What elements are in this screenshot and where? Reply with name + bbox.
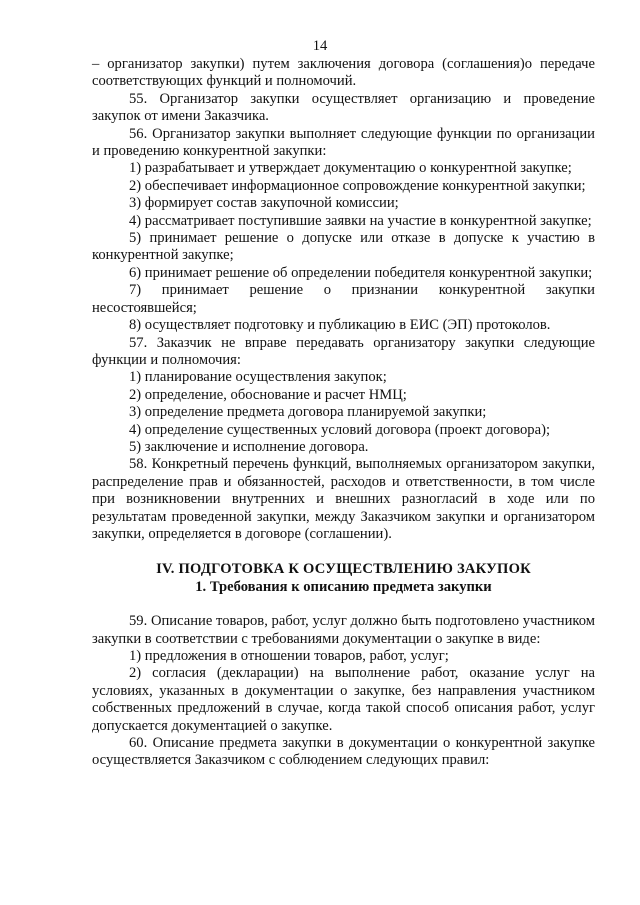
paragraph: 2) согласия (декларации) на выполнение работ, оказание услуг на условиях, указанных в документации о закупке, без направления участником собственных предложений в случае, когда такой способ описания работ, услуг допускается документацией о закупке. <box>92 665 595 734</box>
paragraph: 4) рассматривает поступившие заявки на участие в конкурентной закупке; <box>129 212 592 229</box>
paragraph: 1) предложения в отношении товаров, работ, услуг; <box>129 648 449 664</box>
paragraph: 55. Организатор закупки осуществляет организацию и проведение закупок от имени Заказчика. <box>92 90 595 125</box>
paragraph: 4) определение существенных условий договора (проект договора); <box>129 421 550 438</box>
page-number: 14 <box>312 38 328 54</box>
paragraph: 8) осуществляет подготовку и публикацию в ЕИС (ЭП) протоколов. <box>129 317 551 334</box>
paragraph: 59. Описание товаров, работ, услуг должно быть подготовлено участником закупки в соответствии с требованиями документации о закупке в виде: <box>92 613 595 647</box>
section-heading: IV. ПОДГОТОВКА К ОСУЩЕСТВЛЕНИЮ ЗАКУПОК <box>156 561 531 578</box>
spacer <box>92 596 595 613</box>
paragraph: соответствующих функций и полномочий. <box>92 73 357 90</box>
paragraph: 57. Заказчик не вправе передавать организатору закупки следующие функции и полномочия: <box>92 334 595 368</box>
paragraph: 60. Описание предмета закупки в документации о конкурентной закупке осуществляется Заказчиком с соблюдением следующих правил: <box>92 735 595 769</box>
paragraph: 58. Конкретный перечень функций, выполняемых организатором закупки, распределение прав и обязанностей, расходов и ответственности, в том числе при возникновении внутренних и внешних разногласий в ходе или по результатам проведенной закупки, между Заказчиком закупки и организатором закупки, определяется в договоре (соглашении). <box>92 456 595 542</box>
paragraph: 5) заключение и исполнение договора. <box>129 438 369 455</box>
paragraph: 56. Организатор закупки выполняет следующие функции по организации и проведению конкурентной закупки: <box>92 125 595 160</box>
text-section-1 <box>92 56 595 543</box>
paragraph: 5) принимает решение о допуске или отказе в допуске к участию в конкурентной закупке; <box>92 230 595 264</box>
text-section-2 <box>92 613 595 770</box>
paragraph: 1) разрабатывает и утверждает документацию о конкурентной закупке; <box>129 160 572 177</box>
paragraph: 2) обеспечивает информационное сопровождение конкурентной закупки; <box>129 177 586 194</box>
paragraph: 7) принимает решение о признании конкурентной закупки несостоявшейся; <box>92 282 595 316</box>
paragraph: 1) планирование осуществления закупок; <box>129 369 387 386</box>
paragraph: 3) формирует состав закупочной комиссии; <box>129 195 399 212</box>
paragraph: 6) принимает решение об определении победителя конкурентной закупки; <box>129 264 593 281</box>
paragraph: 2) определение, обоснование и расчет НМЦ; <box>129 386 407 403</box>
page-content <box>92 56 595 770</box>
paragraph: – организатор закупки) путем заключения договора (соглашения)о передаче <box>92 56 595 72</box>
subsection-heading: 1. Требования к описанию предмета закупки <box>195 578 492 595</box>
paragraph: 3) определение предмета договора планируемой закупки; <box>129 404 487 421</box>
